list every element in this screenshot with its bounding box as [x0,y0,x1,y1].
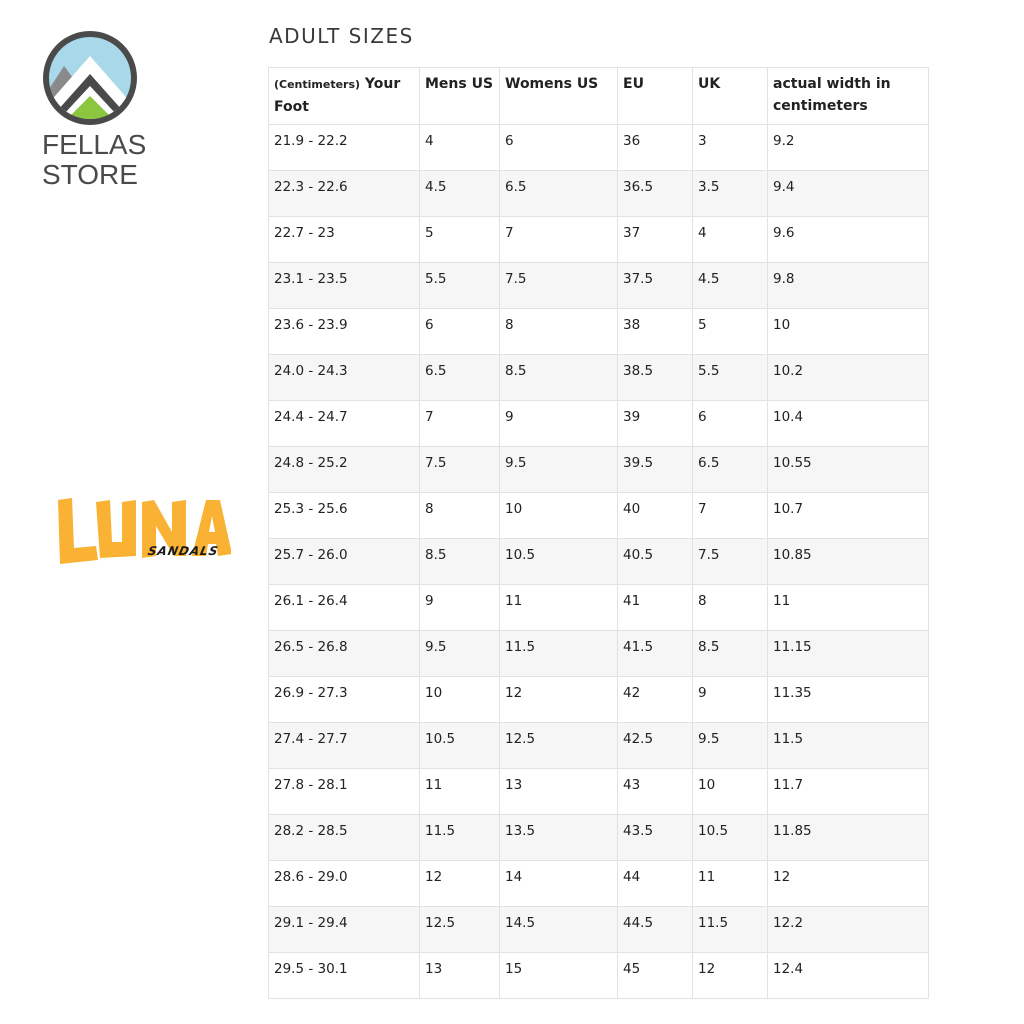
eu-cell: 41.5 [618,631,693,677]
mens-us-cell: 13 [420,953,500,999]
foot-length-cell: 27.4 - 27.7 [269,723,420,769]
womens-us-cell: 7.5 [500,263,618,309]
uk-cell: 11 [693,861,768,907]
table-row [269,217,929,263]
foot-length-cell: 28.6 - 29.0 [269,861,420,907]
uk-cell: 12 [693,953,768,999]
womens-us-cell: 8 [500,309,618,355]
eu-cell: 43 [618,769,693,815]
uk-cell: 4.5 [693,263,768,309]
width-cell: 11.7 [768,769,929,815]
foot-length-cell: 25.7 - 26.0 [269,539,420,585]
foot-length-cell: 29.1 - 29.4 [269,907,420,953]
table-row [269,401,929,447]
womens-us-cell: 6.5 [500,171,618,217]
luna-sandals-logo [56,494,231,574]
width-cell: 10 [768,309,929,355]
width-cell: 12 [768,861,929,907]
header-foot-unit: (Centimeters) [274,78,361,91]
mens-us-cell: 6.5 [420,355,500,401]
mens-us-cell: 12.5 [420,907,500,953]
mens-us-cell: 10.5 [420,723,500,769]
mens-us-cell: 12 [420,861,500,907]
table-row [269,585,929,631]
uk-cell: 10.5 [693,815,768,861]
width-cell: 9.4 [768,171,929,217]
womens-us-cell: 13 [500,769,618,815]
eu-cell: 36 [618,125,693,171]
table-row [269,677,929,723]
foot-length-cell: 27.8 - 28.1 [269,769,420,815]
uk-cell: 5.5 [693,355,768,401]
foot-length-cell: 22.7 - 23 [269,217,420,263]
womens-us-cell: 9.5 [500,447,618,493]
table-row [269,631,929,677]
uk-cell: 8 [693,585,768,631]
mountain-emblem-icon [42,30,138,126]
table-row [269,815,929,861]
mens-us-cell: 11.5 [420,815,500,861]
foot-length-cell: 24.8 - 25.2 [269,447,420,493]
foot-length-cell: 22.3 - 22.6 [269,171,420,217]
mens-us-cell: 4 [420,125,500,171]
eu-cell: 40 [618,493,693,539]
foot-length-cell: 28.2 - 28.5 [269,815,420,861]
uk-cell: 5 [693,309,768,355]
table-row [269,447,929,493]
mens-us-cell: 5.5 [420,263,500,309]
womens-us-cell: 6 [500,125,618,171]
uk-cell: 10 [693,769,768,815]
table-body [269,125,929,999]
table-row [269,907,929,953]
header-eu: EU [618,68,693,125]
table-row [269,309,929,355]
womens-us-cell: 15 [500,953,618,999]
foot-length-cell: 26.9 - 27.3 [269,677,420,723]
womens-us-cell: 14 [500,861,618,907]
table-row [269,769,929,815]
width-cell: 12.4 [768,953,929,999]
width-cell: 9.2 [768,125,929,171]
header-foot-length [269,68,420,125]
mens-us-cell: 7 [420,401,500,447]
womens-us-cell: 7 [500,217,618,263]
width-cell: 9.6 [768,217,929,263]
eu-cell: 42 [618,677,693,723]
womens-us-cell: 11 [500,585,618,631]
uk-cell: 8.5 [693,631,768,677]
foot-length-cell: 23.1 - 23.5 [269,263,420,309]
table-row [269,861,929,907]
uk-cell: 6 [693,401,768,447]
eu-cell: 38.5 [618,355,693,401]
uk-cell: 3 [693,125,768,171]
table-row [269,493,929,539]
eu-cell: 39 [618,401,693,447]
eu-cell: 38 [618,309,693,355]
eu-cell: 44.5 [618,907,693,953]
mens-us-cell: 9 [420,585,500,631]
mens-us-cell: 9.5 [420,631,500,677]
mens-us-cell: 10 [420,677,500,723]
eu-cell: 37.5 [618,263,693,309]
eu-cell: 43.5 [618,815,693,861]
width-cell: 11.5 [768,723,929,769]
eu-cell: 36.5 [618,171,693,217]
luna-logo-icon [56,494,231,574]
mens-us-cell: 8 [420,493,500,539]
header-mens-us: Mens US [420,68,500,125]
uk-cell: 11.5 [693,907,768,953]
width-cell: 9.8 [768,263,929,309]
table-row [269,125,929,171]
foot-length-cell: 25.3 - 25.6 [269,493,420,539]
table-row [269,263,929,309]
page-title: ADULT SIZES [269,24,414,48]
womens-us-cell: 14.5 [500,907,618,953]
table-row [269,723,929,769]
uk-cell: 6.5 [693,447,768,493]
width-cell: 12.2 [768,907,929,953]
fellas-wordmark-line1: FELLAS [42,129,147,160]
table-row [269,171,929,217]
table-row [269,953,929,999]
foot-length-cell: 23.6 - 23.9 [269,309,420,355]
width-cell: 11.85 [768,815,929,861]
eu-cell: 41 [618,585,693,631]
fellas-wordmark-line2: STORE [42,159,138,190]
table-header-row [269,68,929,125]
fellas-store-logo [42,30,147,190]
mens-us-cell: 4.5 [420,171,500,217]
header-uk: UK [693,68,768,125]
mens-us-cell: 7.5 [420,447,500,493]
eu-cell: 40.5 [618,539,693,585]
foot-length-cell: 21.9 - 22.2 [269,125,420,171]
eu-cell: 39.5 [618,447,693,493]
table-row [269,355,929,401]
mens-us-cell: 5 [420,217,500,263]
eu-cell: 42.5 [618,723,693,769]
womens-us-cell: 11.5 [500,631,618,677]
width-cell: 11 [768,585,929,631]
width-cell: 10.7 [768,493,929,539]
womens-us-cell: 12 [500,677,618,723]
womens-us-cell: 12.5 [500,723,618,769]
uk-cell: 9 [693,677,768,723]
width-cell: 11.35 [768,677,929,723]
eu-cell: 45 [618,953,693,999]
width-cell: 11.15 [768,631,929,677]
womens-us-cell: 13.5 [500,815,618,861]
width-cell: 10.2 [768,355,929,401]
uk-cell: 9.5 [693,723,768,769]
foot-length-cell: 29.5 - 30.1 [269,953,420,999]
foot-length-cell: 26.5 - 26.8 [269,631,420,677]
womens-us-cell: 8.5 [500,355,618,401]
mens-us-cell: 11 [420,769,500,815]
eu-cell: 37 [618,217,693,263]
foot-length-cell: 24.4 - 24.7 [269,401,420,447]
width-cell: 10.55 [768,447,929,493]
luna-subtitle: SANDALS [146,544,221,558]
table-row [269,539,929,585]
width-cell: 10.85 [768,539,929,585]
mens-us-cell: 6 [420,309,500,355]
width-cell: 10.4 [768,401,929,447]
header-width: actual width in centimeters [768,68,929,125]
foot-length-cell: 26.1 - 26.4 [269,585,420,631]
uk-cell: 7.5 [693,539,768,585]
header-womens-us: Womens US [500,68,618,125]
uk-cell: 4 [693,217,768,263]
foot-length-cell: 24.0 - 24.3 [269,355,420,401]
uk-cell: 3.5 [693,171,768,217]
womens-us-cell: 10.5 [500,539,618,585]
uk-cell: 7 [693,493,768,539]
eu-cell: 44 [618,861,693,907]
header-foot-label: Your Foot [274,76,401,115]
womens-us-cell: 9 [500,401,618,447]
size-chart-table [268,67,929,999]
mens-us-cell: 8.5 [420,539,500,585]
womens-us-cell: 10 [500,493,618,539]
